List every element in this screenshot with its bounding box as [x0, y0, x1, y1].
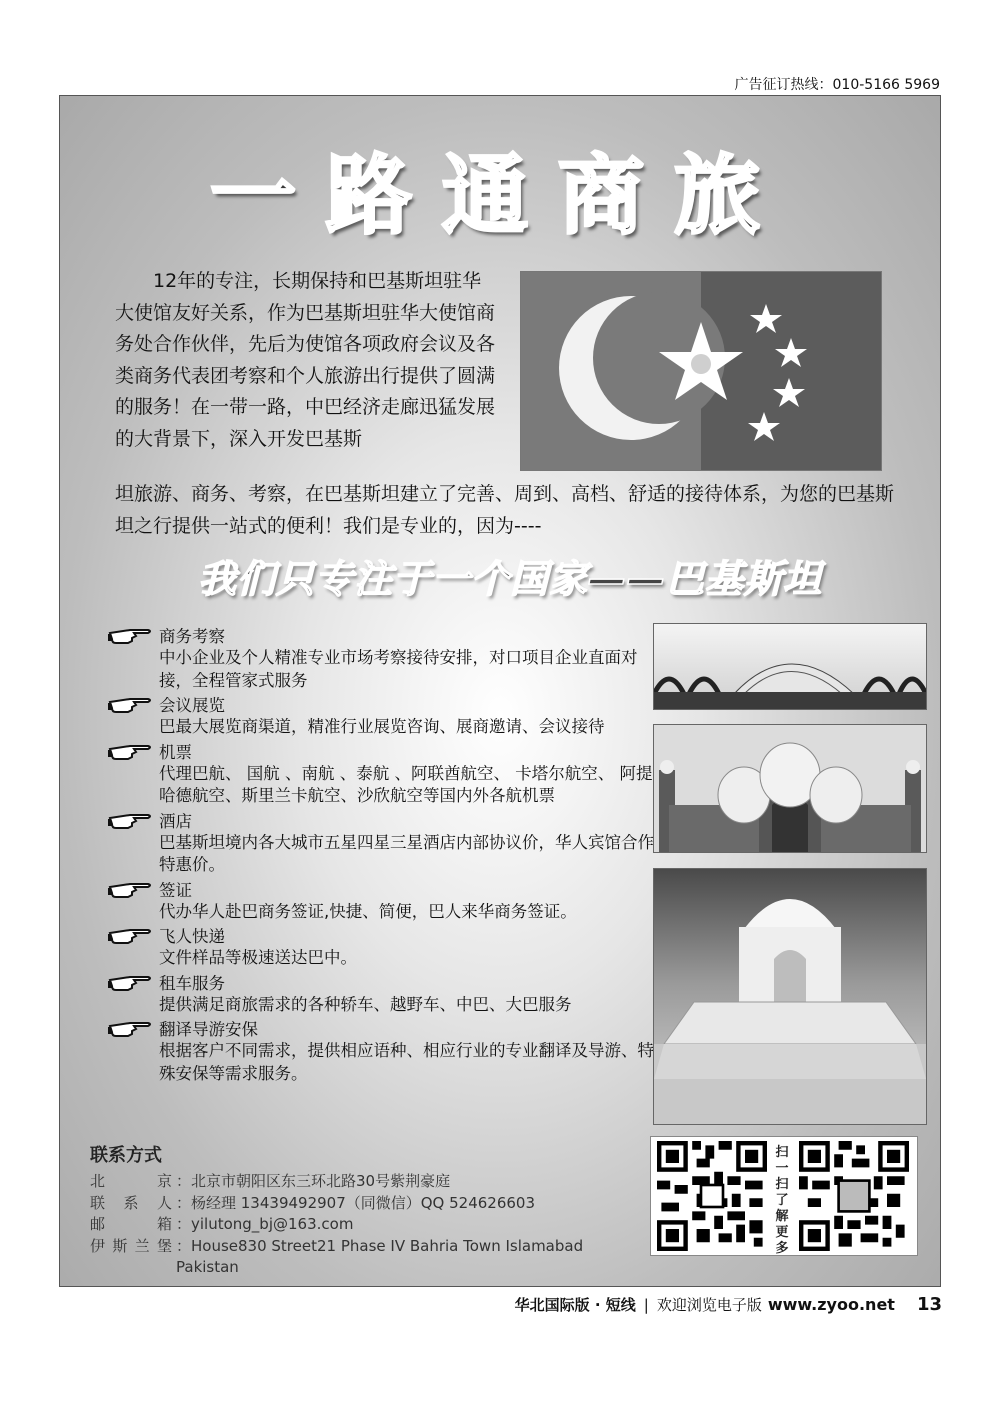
service-title: 翻译导游安保 [159, 1020, 258, 1039]
qr-code-box [650, 1136, 918, 1256]
service-item [108, 808, 668, 877]
contact-label: 联系人 [90, 1193, 172, 1212]
ad-hotline: 广告征订热线：010-5166 5969 [734, 77, 940, 93]
contact-row-person [90, 1193, 650, 1215]
footer-url-link[interactable]: www.zyoo.net [767, 1295, 895, 1314]
pointing-hand-icon [108, 878, 154, 900]
service-title: 签证 [159, 880, 192, 900]
intro-paragraph: 12年的专注，长期保持和巴基斯坦驻华大使馆友好关系，作为巴基斯坦驻华大使馆商务处合作伙伴，先后为使馆各项政府会议及各类商务代表团考察和个人旅游出行提供了圆满的服务！在一带一路，中巴经济走廊迅猛发展的大背景下，深入开发巴基斯 [115, 270, 496, 450]
ad-title: 一路通商旅 [210, 146, 790, 246]
slogan: 我们只专注于一个国家——巴基斯坦 [197, 557, 822, 601]
service-description: 巴最大展览商渠道，精准行业展览咨询、展商邀请、会议接待 [159, 717, 605, 736]
service-title: 机票 [159, 742, 192, 762]
service-item [108, 739, 668, 808]
qr-code-icon[interactable] [799, 1141, 909, 1251]
service-description: 根据客户不同需求，提供相应语种、相应行业的专业翻译及导游、特殊安保等需求服务。 [159, 1041, 654, 1083]
service-item [108, 692, 668, 739]
monument-photo [653, 623, 927, 710]
contact-label: 北京 [90, 1172, 172, 1190]
service-item [108, 970, 668, 1017]
contact-label: 邮箱 [90, 1215, 172, 1233]
service-description: 代办华人赴巴商务签证,快捷、简便，巴人来华商务签证。 [159, 901, 577, 921]
service-description: 文件样品等极速送达巴中。 [159, 948, 357, 967]
pointing-hand-icon [108, 740, 154, 762]
contact-row-email [90, 1214, 650, 1236]
service-item [108, 1016, 668, 1085]
footer-welcome: 欢迎浏览电子版 [656, 1296, 762, 1314]
contact-row-beijing [90, 1171, 650, 1193]
qr-code-icon[interactable] [657, 1141, 767, 1251]
pointing-hand-icon [108, 1017, 154, 1039]
page-footer [515, 1294, 942, 1315]
scan-prompt: 扫一扫了解更多 [775, 1145, 789, 1256]
contact-section [90, 1141, 650, 1279]
service-item [108, 877, 668, 924]
friendship-flag-image [520, 271, 882, 471]
service-description: 巴基斯坦境内各大城市五星四星三星酒店内部协议价，华人宾馆合作特惠价。 [159, 832, 654, 874]
footer-separator: | [643, 1296, 649, 1314]
page-number: 13 [916, 1294, 942, 1315]
service-item [108, 923, 668, 970]
contact-value: ：杨经理 13439492907（同微信）QQ 524626603 [176, 1193, 536, 1212]
mausoleum-photo [653, 868, 927, 1125]
service-title: 租车服务 [159, 973, 225, 993]
service-title: 飞人快递 [159, 927, 225, 946]
service-description: 提供满足商旅需求的各种轿车、越野车、中巴、大巴服务 [159, 994, 572, 1014]
service-title: 商务考察 [159, 627, 225, 646]
contact-value: ：北京市朝阳区东三环北路30号紫荆豪庭 [176, 1172, 451, 1190]
pointing-hand-icon [108, 971, 154, 993]
intro-paragraph-continued: 坦旅游、商务、考察，在巴基斯坦建立了完善、周到、高档、舒适的接待体系，为您的巴基斯坦之行提供一站式的便利！我们是专业的，因为---- [115, 483, 895, 537]
services-list [108, 623, 668, 1085]
advertisement-panel [59, 95, 941, 1287]
contact-value: ：House830 Street21 Phase IV Bahria Town Islamabad Pakistan [176, 1236, 584, 1276]
contact-title: 联系方式 [90, 1145, 162, 1166]
pointing-hand-icon [108, 924, 154, 946]
contact-value: ：yilutong_bj@163.com [176, 1215, 354, 1233]
service-description: 代理巴航、 国航 、南航 、泰航 、阿联酋航空、 卡塔尔航空、 阿提哈德航空、斯里兰卡航空、沙欣航空等国内外各航机票 [159, 763, 653, 805]
service-description: 中小企业及个人精准专业市场考察接待安排，对口项目企业直面对接，全程管家式服务 [159, 648, 638, 690]
mosque-photo [653, 724, 927, 853]
footer-section-name: 华北国际版 · 短线 [514, 1296, 636, 1314]
contact-label: 伊斯兰堡 [90, 1236, 172, 1255]
pointing-hand-icon [108, 624, 154, 646]
contact-row-islamabad [90, 1236, 650, 1279]
service-item [108, 623, 668, 692]
service-title: 酒店 [159, 811, 192, 831]
service-title: 会议展览 [159, 696, 225, 715]
pointing-hand-icon [108, 693, 154, 715]
pointing-hand-icon [108, 809, 154, 831]
